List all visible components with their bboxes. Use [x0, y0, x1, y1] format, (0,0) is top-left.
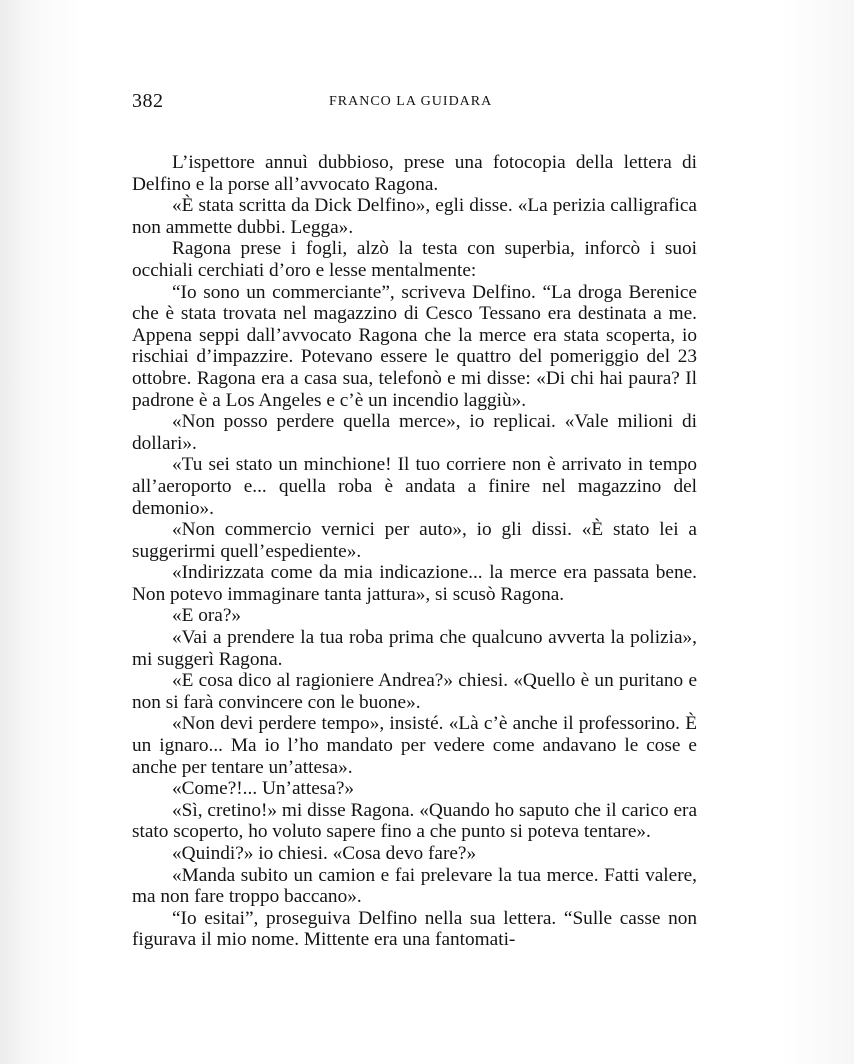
- paragraph: «È stata scritta da Dick Delfino», egli disse. «La perizia calligrafica non ammette dubbi. Legga».: [132, 195, 697, 238]
- paragraph: “Io sono un commerciante”, scriveva Delfino. “La droga Berenice che è stata trovata nel magazzino di Cesco Tessano era destinata a me. Appena seppi dall’avvocato Ragona che la merce era stata scoperta, io rischiai d’impazzire. Potevano essere le quattro del pomeriggio del 23 ottobre. Ragona era a casa sua, telefonò e mi disse: «Di chi hai paura? Il padrone è a Los Angeles e c’è un incendio laggiù».: [132, 281, 697, 411]
- paragraph: «Sì, cretino!» mi disse Ragona. «Quando ho saputo che il carico era stato scoperto, ho voluto sapere fino a che punto si poteva tentare».: [132, 799, 697, 843]
- paragraph: «Come?!... Un’attesa?»: [172, 778, 355, 800]
- paragraph: «Non posso perdere quella merce», io replicai. «Vale milioni di dollari».: [132, 411, 697, 454]
- paragraph: “Io esitai”, proseguiva Delfino nella sua lettera. “Sulle casse non figurava il mio nome. Mittente era una fantomati-: [132, 907, 697, 951]
- paragraph: «Manda subito un camion e fai prelevare la tua merce. Fatti valere, ma non fare troppo baccano».: [132, 864, 697, 908]
- paragraph: «Tu sei stato un minchione! Il tuo corriere non è arrivato in tempo all’aeroporto e... quella roba è andata a finire nel magazzino del demonio».: [132, 454, 697, 519]
- body-text: [132, 152, 697, 951]
- paragraph: «Vai a prendere la tua roba prima che qualcuno avverta la polizia», mi suggerì Ragona.: [132, 627, 697, 670]
- paragraph: «E cosa dico al ragioniere Andrea?» chiesi. «Quello è un puritano e non si farà convincere con le buone».: [132, 670, 697, 713]
- paragraph: «E ora?»: [172, 605, 242, 627]
- paragraph: Ragona prese i fogli, alzò la testa con superbia, inforcò i suoi occhiali cerchiati d’oro e lesse mentalmente:: [132, 238, 697, 281]
- page-number: 382: [132, 90, 164, 112]
- paragraph: «Non devi perdere tempo», insisté. «Là c’è anche il professorino. È un ignaro... Ma io l’ho mandato per vedere come andavano le cose e anche per tentare un’attesa».: [132, 713, 697, 778]
- running-head: FRANCO LA GUIDARA: [329, 94, 493, 109]
- paragraph: «Non commercio vernici per auto», io gli dissi. «È stato lei a suggerirmi quell’espediente».: [132, 519, 697, 562]
- paragraph: L’ispettore annuì dubbioso, prese una fotocopia della lettera di Delfino e la porse all’avvocato Ragona.: [132, 152, 697, 195]
- page-header: [132, 90, 697, 120]
- paragraph: «Indirizzata come da mia indicazione... la merce era passata bene. Non potevo immaginare tanta jattura», si scusò Ragona.: [132, 562, 697, 605]
- paragraph: «Quindi?» io chiesi. «Cosa devo fare?»: [172, 843, 477, 864]
